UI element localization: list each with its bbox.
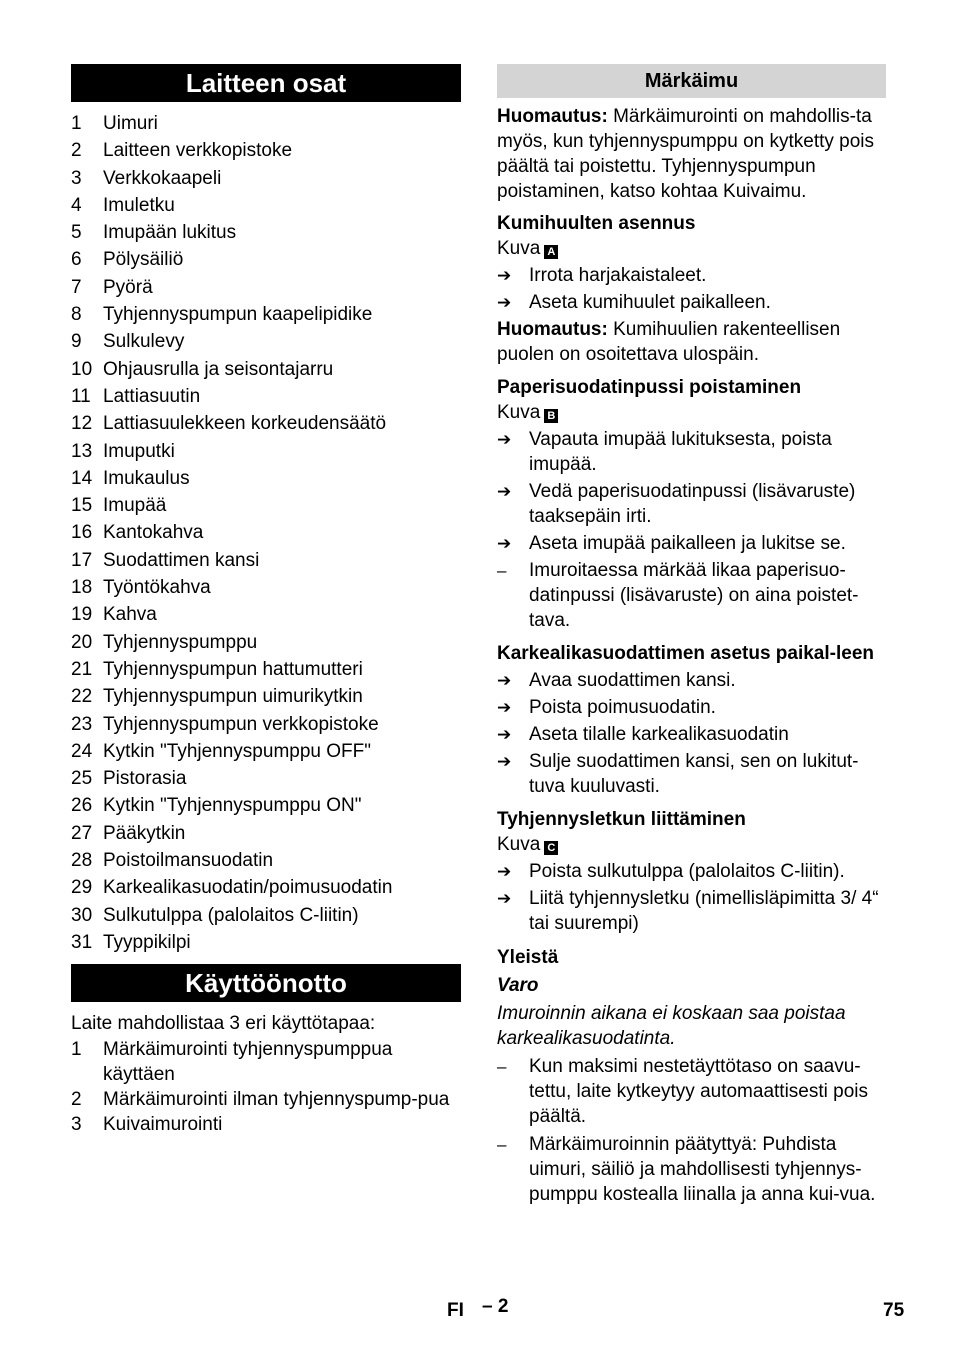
figure-a-badge: A — [544, 245, 558, 259]
rubber-lips-title: Kumihuulten asennus — [497, 213, 696, 234]
arrow-right-icon: ➔ — [497, 430, 512, 449]
item-number: 2 — [71, 140, 82, 162]
step-item — [497, 427, 886, 477]
caution-label: Varo — [497, 975, 539, 996]
figure-c-badge: C — [544, 841, 558, 855]
item-number: 7 — [71, 276, 82, 298]
figure-b-badge: B — [544, 409, 558, 423]
item-number: 18 — [71, 577, 93, 599]
item-number: 4 — [71, 194, 82, 216]
step-text: Avaa suodattimen kansi. — [529, 670, 736, 691]
parts-list — [71, 110, 461, 956]
step-item — [497, 479, 886, 529]
item-label: Märkäimurointi tyhjennyspumppua käyttäen — [103, 1039, 393, 1086]
item-number: 19 — [71, 604, 93, 626]
dash-bullet-icon: – — [497, 561, 507, 580]
filter-bag-steps — [497, 427, 886, 556]
list-item — [71, 874, 461, 901]
item-label: Karkealikasuodatin/poimusuodatin — [103, 877, 393, 899]
filter-bag-dash-note — [497, 558, 886, 633]
note-1-text: Märkäimurointi on mahdollis-ta myös, kun tyhjennyspumppu on kytketty pois päältä tai poistettu. Tyhjennyspumpun poistaminen, katso kohtaa Kuivaimu. — [497, 106, 875, 202]
step-text: Poista sulkutulppa (palolaitos C-liitin). — [529, 861, 845, 882]
list-item — [71, 902, 461, 929]
list-item — [71, 383, 461, 410]
step-text: Liitä tyhjennysletku (nimellisläpimitta 3/ 4“ tai suurempi) — [529, 888, 879, 934]
item-label: Märkäimurointi ilman tyhjennyspump-pua — [103, 1089, 450, 1111]
item-number: 28 — [71, 850, 93, 872]
section-heading: Märkäimu — [497, 64, 886, 98]
list-item — [71, 929, 461, 956]
arrow-right-icon: ➔ — [497, 752, 512, 771]
item-label: Imuputki — [103, 440, 175, 462]
item-label: Lattiasuutin — [103, 385, 201, 407]
startup-intro: Laite mahdollistaa 3 eri käyttötapaa: — [71, 1013, 376, 1035]
step-item — [497, 722, 886, 747]
step-text: Aseta imupää paikalleen ja lukitse se. — [529, 533, 846, 554]
item-number: 29 — [71, 877, 93, 899]
footer-page-number: 75 — [883, 1300, 905, 1321]
item-label: Sulkutulppa (palolaitos C-liitin) — [103, 904, 359, 926]
list-item — [71, 629, 461, 656]
item-label: Laitteen verkkopistoke — [103, 140, 293, 162]
footer-language: FI — [447, 1300, 464, 1321]
item-label: Uimuri — [103, 113, 158, 134]
item-number: 11 — [71, 385, 91, 407]
list-item — [71, 1037, 461, 1087]
arrow-right-icon: ➔ — [497, 534, 512, 553]
general-notes — [497, 1054, 886, 1207]
right-column — [497, 64, 886, 1207]
list-item — [71, 519, 461, 546]
note-1 — [497, 104, 886, 204]
item-label: Tyhjennyspumpun uimurikytkin — [103, 686, 363, 708]
item-number: 1 — [71, 113, 82, 134]
item-number: 17 — [71, 549, 93, 571]
item-number: 16 — [71, 522, 93, 544]
figure-label: Kuva — [497, 834, 541, 855]
step-text: Aseta tilalle karkealikasuodatin — [529, 724, 789, 745]
modes-list — [71, 1037, 461, 1137]
figure-label: Kuva — [497, 238, 541, 259]
list-item — [71, 601, 461, 628]
item-label: Työntökahva — [103, 577, 211, 599]
list-item — [71, 1087, 461, 1112]
dash-note-text: Imuroitaessa märkää likaa paperisuo-datinpussi (lisävaruste) on aina poistet-tava. — [529, 560, 859, 631]
item-label: Kytkin "Tyhjennyspumppu OFF" — [103, 740, 371, 762]
item-label: Lattiasuulekkeen korkeudensäätö — [103, 413, 387, 435]
step-text: Kun maksimi nestetäyttötaso on saavu-tettu, laite kytkeytyy automaattisesti pois päältä. — [529, 1056, 868, 1127]
list-item — [71, 328, 461, 355]
note-1-label: Huomautus: — [497, 106, 608, 127]
step-item — [497, 290, 886, 315]
item-number: 31 — [71, 931, 93, 953]
item-number: 1 — [71, 1039, 82, 1061]
item-label: Tyhjennyspumpun hattumutteri — [103, 658, 363, 680]
list-item — [71, 301, 461, 328]
item-label: Imupää — [103, 495, 167, 517]
dash-bullet-icon: – — [497, 1135, 507, 1154]
item-number: 20 — [71, 631, 93, 653]
item-label: Imupään lukitus — [103, 222, 237, 244]
step-item — [497, 668, 886, 693]
list-item — [71, 110, 461, 137]
list-item — [71, 847, 461, 874]
filter-bag-title: Paperisuodatinpussi poistaminen — [497, 377, 802, 398]
item-number: 23 — [71, 713, 93, 735]
item-number: 25 — [71, 768, 93, 790]
note-2-text: Kumihuulien rakenteellisen puolen on osoitettava ulospäin. — [497, 319, 841, 365]
arrow-right-icon: ➔ — [497, 266, 512, 285]
step-item — [497, 1054, 886, 1129]
rubber-lips-figure-ref — [497, 236, 886, 261]
step-item — [497, 886, 886, 936]
item-label: Imukaulus — [103, 467, 190, 489]
list-item — [71, 246, 461, 273]
item-number: 27 — [71, 822, 93, 844]
list-item — [71, 574, 461, 601]
list-item — [71, 792, 461, 819]
item-label: Kahva — [103, 604, 157, 626]
item-number: 10 — [71, 358, 93, 380]
list-item — [71, 1112, 461, 1137]
item-label: Tyhjennyspumpun kaapelipidike — [103, 304, 373, 326]
list-item — [71, 465, 461, 492]
item-label: Pistorasia — [103, 768, 187, 790]
item-number: 24 — [71, 740, 93, 762]
item-number: 22 — [71, 686, 93, 708]
item-label: Pölysäiliö — [103, 249, 184, 271]
item-label: Suodattimen kansi — [103, 549, 260, 571]
item-number: 6 — [71, 249, 82, 271]
step-text: Vapauta imupää lukituksesta, poista imupää. — [529, 429, 832, 475]
item-number: 3 — [71, 1114, 82, 1136]
step-text: Irrota harjakaistaleet. — [529, 265, 707, 286]
arrow-right-icon: ➔ — [497, 482, 512, 501]
list-item — [71, 356, 461, 383]
step-text: Poista poimusuodatin. — [529, 697, 716, 718]
list-item — [71, 656, 461, 683]
item-number: 13 — [71, 440, 93, 462]
item-label: Tyyppikilpi — [103, 931, 191, 953]
item-number: 9 — [71, 331, 82, 353]
step-text: Aseta kumihuulet paikalleen. — [529, 292, 771, 313]
arrow-right-icon: ➔ — [497, 698, 512, 717]
filter-bag-figure-ref — [497, 400, 886, 425]
list-item — [71, 438, 461, 465]
step-text: Sulje suodattimen kansi, sen on lukitut-tuva kuuluvasti. — [529, 751, 859, 797]
step-item — [497, 263, 886, 288]
step-item — [497, 859, 886, 884]
list-item — [71, 192, 461, 219]
footer-subpage: – 2 — [482, 1296, 509, 1317]
dash-bullet-icon: – — [497, 1057, 507, 1076]
item-label: Ohjausrulla ja seisontajarru — [103, 358, 334, 380]
figure-label: Kuva — [497, 402, 541, 423]
list-item — [71, 165, 461, 192]
note-2 — [497, 317, 886, 367]
list-item — [71, 820, 461, 847]
step-item — [497, 695, 886, 720]
list-item — [71, 738, 461, 765]
item-label: Imuletku — [103, 194, 175, 216]
left-column — [71, 64, 461, 1137]
caution-text: Imuroinnin aikana ei koskaan saa poistaa karkealikasuodatinta. — [497, 1003, 846, 1049]
item-number: 14 — [71, 467, 93, 489]
item-label: Poistoilmansuodatin — [103, 850, 274, 872]
item-label: Sulkulevy — [103, 331, 185, 353]
list-item — [71, 274, 461, 301]
parts-heading: Laitteen osat — [71, 64, 461, 102]
step-item — [497, 749, 886, 799]
item-label: Kantokahva — [103, 522, 204, 544]
step-item — [497, 531, 886, 556]
list-item — [71, 711, 461, 738]
list-item — [71, 219, 461, 246]
step-item — [497, 1132, 886, 1207]
list-item — [71, 765, 461, 792]
item-number: 12 — [71, 413, 93, 435]
step-text: Vedä paperisuodatinpussi (lisävaruste) taaksepäin irti. — [529, 481, 856, 527]
step-text: Märkäimuroinnin päätyttyä: Puhdista uimuri, säiliö ja mahdollisesti tyhjennys-pumppu kostealla liinalla ja anna kui-vua. — [529, 1134, 876, 1205]
item-label: Kytkin "Tyhjennyspumppu ON" — [103, 795, 362, 817]
list-item — [71, 410, 461, 437]
item-number: 15 — [71, 495, 93, 517]
arrow-right-icon: ➔ — [497, 671, 512, 690]
drain-hose-title: Tyhjennysletkun liittäminen — [497, 809, 746, 830]
list-item — [71, 547, 461, 574]
item-number: 5 — [71, 222, 82, 244]
coarse-filter-title: Karkealikasuodattimen asetus paikal-leen — [497, 643, 874, 664]
item-label: Tyhjennyspumpun verkkopistoke — [103, 713, 379, 735]
arrow-right-icon: ➔ — [497, 862, 512, 881]
item-number: 8 — [71, 304, 82, 326]
item-number: 3 — [71, 167, 82, 189]
item-label: Pääkytkin — [103, 822, 186, 844]
item-number: 30 — [71, 904, 93, 926]
startup-heading: Käyttöönotto — [71, 964, 461, 1002]
list-item — [71, 137, 461, 164]
rubber-lips-steps — [497, 263, 886, 315]
list-item — [71, 683, 461, 710]
item-number: 26 — [71, 795, 93, 817]
arrow-right-icon: ➔ — [497, 725, 512, 744]
coarse-filter-steps — [497, 668, 886, 799]
item-label: Kuivaimurointi — [103, 1114, 223, 1136]
item-number: 21 — [71, 658, 93, 680]
item-label: Verkkokaapeli — [103, 167, 222, 189]
general-title: Yleistä — [497, 947, 559, 968]
arrow-right-icon: ➔ — [497, 293, 512, 312]
item-label: Tyhjennyspumppu — [103, 631, 258, 653]
item-number: 2 — [71, 1089, 82, 1111]
arrow-right-icon: ➔ — [497, 889, 512, 908]
item-label: Pyörä — [103, 276, 153, 298]
list-item — [71, 492, 461, 519]
drain-hose-steps — [497, 859, 886, 936]
note-2-label: Huomautus: — [497, 319, 608, 340]
drain-hose-figure-ref — [497, 832, 886, 857]
